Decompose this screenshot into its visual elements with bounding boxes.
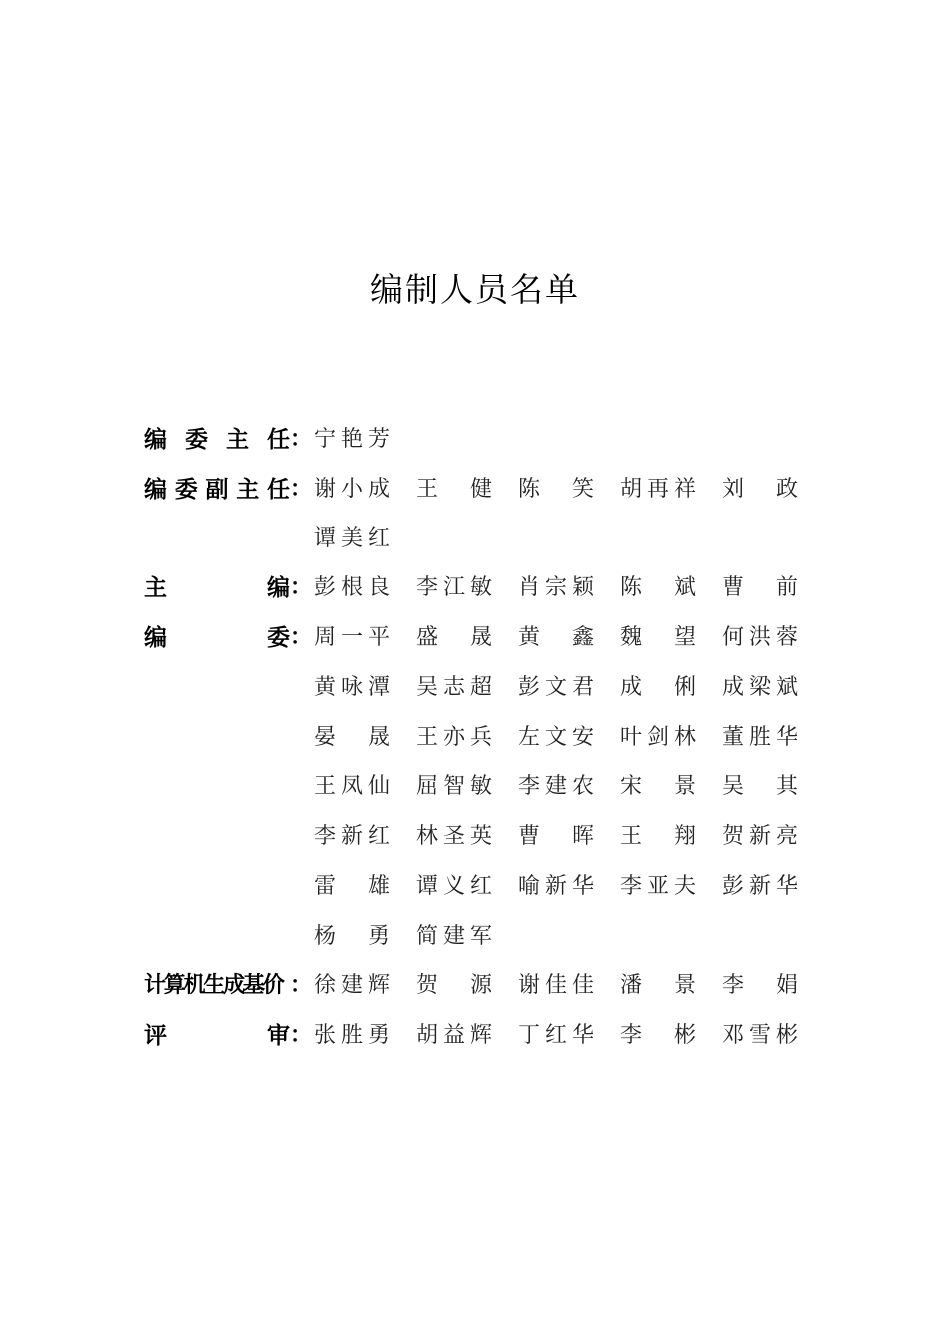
person-name: 成 梁 斌 — [722, 675, 798, 700]
person-name: 张 胜 勇 — [314, 1023, 390, 1048]
person-name: 谭 美 红 — [314, 526, 390, 551]
section-label: 编 委 — [144, 625, 290, 651]
person-name: 魏 望 — [620, 625, 696, 650]
list-row — [0, 968, 950, 1004]
label-colon: ： — [290, 1023, 313, 1048]
section-label: 编 委 副 主 任 — [144, 477, 290, 503]
person-name: 简 建 军 — [416, 924, 492, 949]
person-name: 邓 雪 彬 — [722, 1023, 798, 1048]
list-row — [0, 521, 950, 557]
person-name: 贺 新 亮 — [722, 824, 798, 849]
label-colon: ： — [290, 575, 313, 600]
person-name: 李 建 农 — [518, 774, 594, 799]
person-name: 屈 智 敏 — [416, 774, 492, 799]
person-name: 喻 新 华 — [518, 874, 594, 899]
person-name: 杨 勇 — [314, 924, 390, 949]
person-name: 晏 晟 — [314, 725, 390, 750]
person-name: 黄 鑫 — [518, 625, 594, 650]
person-name: 吴 志 超 — [416, 675, 492, 700]
person-name: 胡 再 祥 — [620, 477, 696, 502]
person-name: 贺 源 — [416, 973, 492, 998]
label-colon: ： — [290, 427, 313, 452]
person-name: 潘 景 — [620, 973, 696, 998]
list-row — [0, 472, 950, 508]
list-row — [0, 570, 950, 606]
person-name: 林 圣 英 — [416, 824, 492, 849]
person-name: 徐 建 辉 — [314, 973, 390, 998]
person-name: 周 一 平 — [314, 625, 390, 650]
person-name: 李 彬 — [620, 1023, 696, 1048]
person-name: 左 文 安 — [518, 725, 594, 750]
person-name: 盛 晟 — [416, 625, 492, 650]
person-name: 宁 艳 芳 — [314, 427, 390, 452]
section-label: 编 委 主 任 — [144, 427, 290, 453]
person-name: 李 江 敏 — [416, 575, 492, 600]
person-name: 谢 小 成 — [314, 477, 390, 502]
person-name: 肖 宗 颖 — [518, 575, 594, 600]
list-row — [0, 769, 950, 805]
person-name: 曹 前 — [722, 575, 798, 600]
person-name: 李 娟 — [722, 973, 798, 998]
list-row — [0, 670, 950, 706]
person-name: 王 健 — [416, 477, 492, 502]
person-name: 谭 义 红 — [416, 874, 492, 899]
person-name: 王 凤 仙 — [314, 774, 390, 799]
person-name: 叶 剑 林 — [620, 725, 696, 750]
person-name: 成 俐 — [620, 675, 696, 700]
person-name: 董 胜 华 — [722, 725, 798, 750]
person-name: 李 新 红 — [314, 824, 390, 849]
list-row — [0, 919, 950, 955]
list-row — [0, 869, 950, 905]
person-name: 王 翔 — [620, 824, 696, 849]
person-name: 雷 雄 — [314, 874, 390, 899]
list-row — [0, 720, 950, 756]
person-name: 丁 红 华 — [518, 1023, 594, 1048]
person-name: 黄 咏 潭 — [314, 675, 390, 700]
person-name: 彭 新 华 — [722, 874, 798, 899]
person-name: 宋 景 — [620, 774, 696, 799]
list-row — [0, 1018, 950, 1054]
person-name: 陈 斌 — [620, 575, 696, 600]
person-name: 李 亚 夫 — [620, 874, 696, 899]
person-name: 谢 佳 佳 — [518, 973, 594, 998]
label-colon: ： — [290, 477, 313, 502]
list-row — [0, 620, 950, 656]
person-name: 胡 益 辉 — [416, 1023, 492, 1048]
person-name: 吴 其 — [722, 774, 798, 799]
list-row — [0, 422, 950, 458]
section-label: 评 审 — [144, 1023, 290, 1049]
section-label: 主 编 — [144, 575, 290, 601]
person-name: 何 洪 蓉 — [722, 625, 798, 650]
person-name: 王 亦 兵 — [416, 725, 492, 750]
person-name: 刘 政 — [722, 477, 798, 502]
person-name: 曹 晖 — [518, 824, 594, 849]
person-name: 陈 笑 — [518, 477, 594, 502]
person-name: 彭 根 良 — [314, 575, 390, 600]
label-colon: ： — [290, 973, 313, 998]
section-label: 计算机生成基价 — [144, 973, 283, 998]
page-title: 编制人员名单 — [370, 270, 580, 309]
list-row — [0, 819, 950, 855]
label-colon: ： — [290, 625, 313, 650]
person-name: 彭 文 君 — [518, 675, 594, 700]
